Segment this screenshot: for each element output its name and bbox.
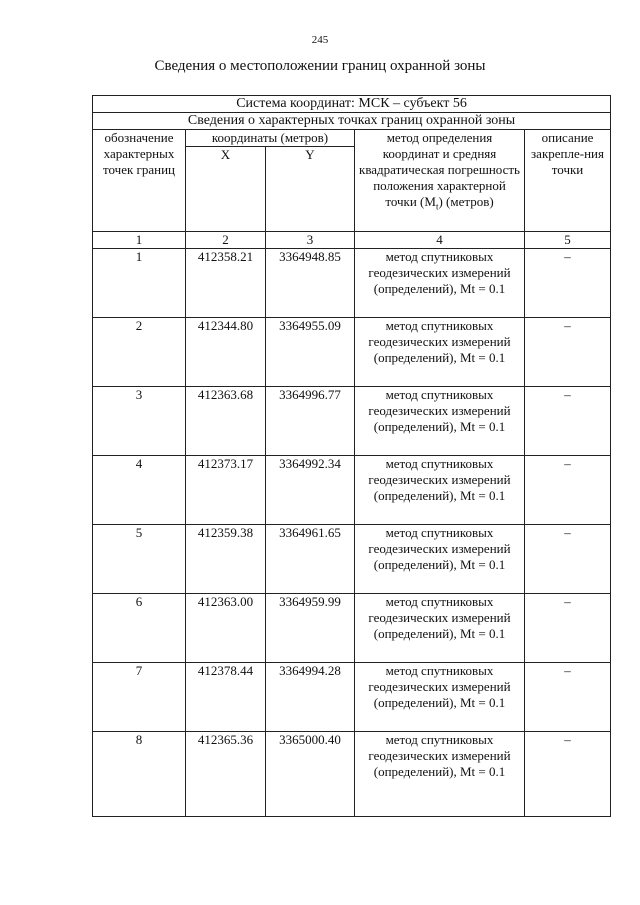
page-number: 245 xyxy=(311,34,329,46)
x-coordinate-cell: 412363.00 xyxy=(186,594,266,663)
description-cell: – xyxy=(525,594,611,663)
table-row xyxy=(93,663,611,732)
method-cell: метод спутниковых геодезических измерений (определений), Mt = 0.1 xyxy=(355,594,525,663)
table-row xyxy=(93,594,611,663)
table-row xyxy=(93,249,611,318)
description-cell: – xyxy=(525,732,611,817)
y-coordinate-cell: 3364948.85 xyxy=(266,249,355,318)
point-number-cell: 2 xyxy=(93,318,186,387)
method-cell: метод спутниковых геодезических измерений (определений), Mt = 0.1 xyxy=(355,525,525,594)
method-cell: метод спутниковых геодезических измерений (определений), Mt = 0.1 xyxy=(355,318,525,387)
point-number-cell: 7 xyxy=(93,663,186,732)
document-title: Сведения о местоположении границ охранной зоны xyxy=(154,58,486,74)
header-method-unit: $(M_t)$ (метров) xyxy=(420,194,494,212)
x-coordinate-cell: 412378.44 xyxy=(186,663,266,732)
x-coordinate-cell: 412363.68 xyxy=(186,387,266,456)
column-number: 2 xyxy=(186,232,266,249)
point-number-cell: 4 xyxy=(93,456,186,525)
x-coordinate-cell: 412373.17 xyxy=(186,456,266,525)
point-number-cell: 3 xyxy=(93,387,186,456)
point-number-cell: 8 xyxy=(93,732,186,817)
description-cell: – xyxy=(525,318,611,387)
header-description: описание закрепле-ния точки xyxy=(525,130,611,232)
column-number: 5 xyxy=(525,232,611,249)
y-coordinate-cell: 3364992.34 xyxy=(266,456,355,525)
column-header-row xyxy=(93,130,611,147)
method-cell: метод спутниковых геодезических измерений (определений), Mt = 0.1 xyxy=(355,387,525,456)
y-coordinate-cell: 3364961.65 xyxy=(266,525,355,594)
method-cell: метод спутниковых геодезических измерений (определений), Mt = 0.1 xyxy=(355,732,525,817)
column-number: 4 xyxy=(355,232,525,249)
y-coordinate-cell: 3364955.09 xyxy=(266,318,355,387)
x-coordinate-cell: 412344.80 xyxy=(186,318,266,387)
description-cell: – xyxy=(525,525,611,594)
column-number: 1 xyxy=(93,232,186,249)
header-method xyxy=(355,130,525,232)
y-coordinate-cell: 3364994.28 xyxy=(266,663,355,732)
method-cell: метод спутниковых геодезических измерений (определений), Mt = 0.1 xyxy=(355,249,525,318)
coordinate-system-row xyxy=(93,96,611,113)
point-number-cell: 1 xyxy=(93,249,186,318)
header-method-text: метод определения координат и средняя квадратическая погрешность положения характерной точки xyxy=(359,130,520,209)
table-row xyxy=(93,318,611,387)
coordinates-table xyxy=(92,95,611,817)
column-numbers-row xyxy=(93,232,611,249)
section-header-label: Сведения о характерных точках границ охранной зоны xyxy=(93,113,611,130)
table-row xyxy=(93,387,611,456)
description-cell: – xyxy=(525,663,611,732)
section-header-row xyxy=(93,113,611,130)
header-y: Y xyxy=(266,147,355,232)
point-number-cell: 5 xyxy=(93,525,186,594)
header-point-designation: обозначение характерных точек границ xyxy=(93,130,186,232)
point-number-cell: 6 xyxy=(93,594,186,663)
description-cell: – xyxy=(525,456,611,525)
method-cell: метод спутниковых геодезических измерений (определений), Mt = 0.1 xyxy=(355,663,525,732)
x-coordinate-cell: 412358.21 xyxy=(186,249,266,318)
table-row xyxy=(93,525,611,594)
table-row xyxy=(93,456,611,525)
description-cell: – xyxy=(525,387,611,456)
table-row xyxy=(93,732,611,817)
method-cell: метод спутниковых геодезических измерений (определений), Mt = 0.1 xyxy=(355,456,525,525)
x-coordinate-cell: 412365.36 xyxy=(186,732,266,817)
y-coordinate-cell: 3364996.77 xyxy=(266,387,355,456)
header-coordinates-group: координаты (метров) xyxy=(186,130,355,147)
y-coordinate-cell: 3364959.99 xyxy=(266,594,355,663)
coordinate-system-label: Система координат: МСК – субъект 56 xyxy=(93,96,611,113)
header-x: X xyxy=(186,147,266,232)
description-cell: – xyxy=(525,249,611,318)
column-number: 3 xyxy=(266,232,355,249)
y-coordinate-cell: 3365000.40 xyxy=(266,732,355,817)
x-coordinate-cell: 412359.38 xyxy=(186,525,266,594)
